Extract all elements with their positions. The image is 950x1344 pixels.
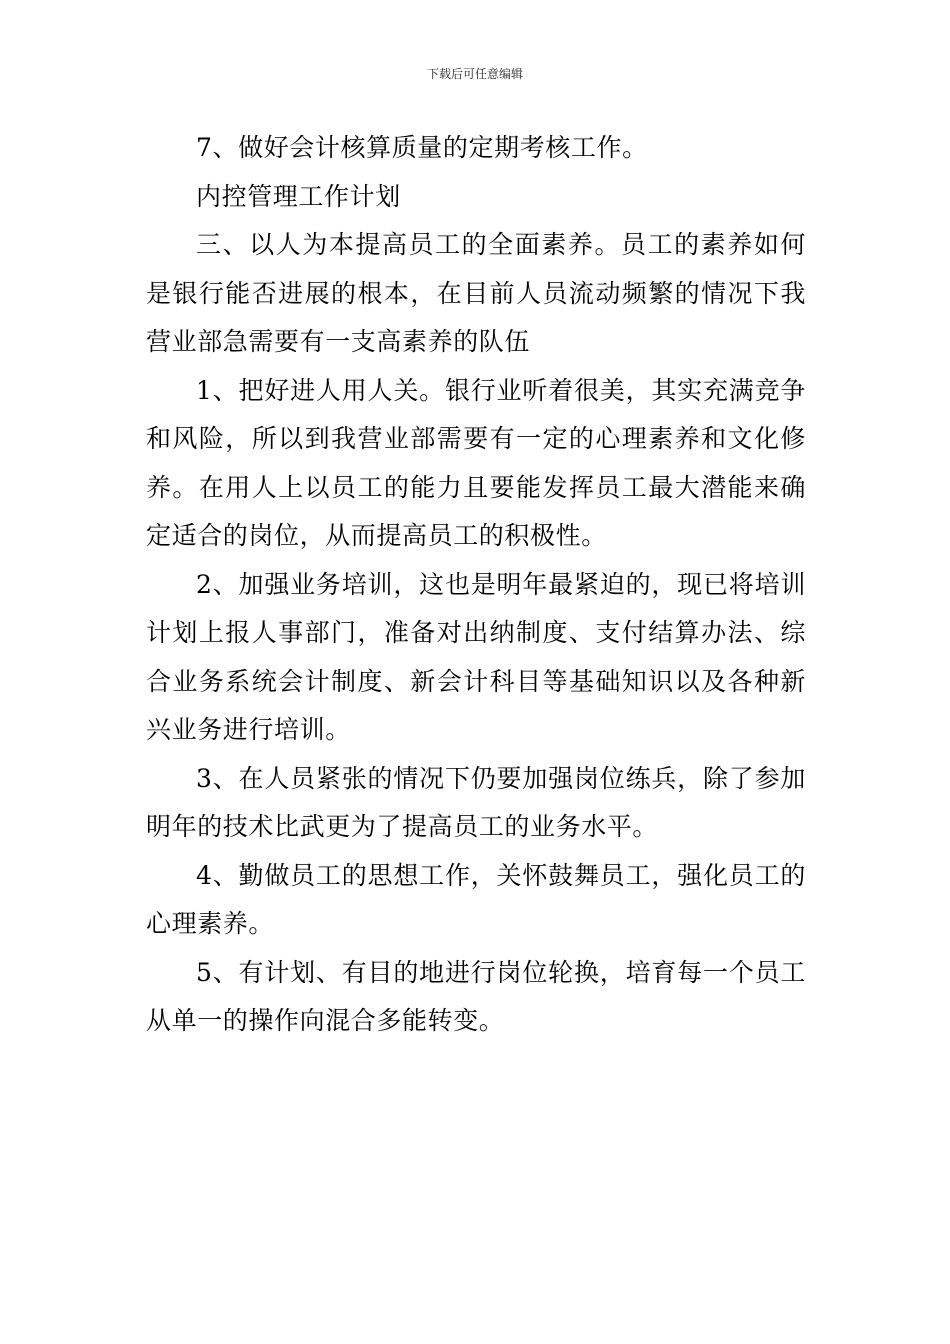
page-header: 下载后可任意编辑 (426, 67, 523, 81)
paragraph-item-2: 2、加强业务培训，这也是明年最紧迫的，现已将培训计划上报人事部门，准备对出纳制度、支付结算办法、综合业务系统会计制度、新会计科目等基础知识以及各种新兴业务进行培训。 (146, 569, 806, 744)
paragraph-item-3: 3、在人员紧张的情况下仍要加强岗位练兵，除了参加明年的技术比武更为了提高员工的业务水平。 (146, 763, 806, 841)
document-body (146, 124, 806, 1046)
paragraph-item-1: 1、把好进人用人关。银行业听着很美，其实充满竞争和风险，所以到我营业部需要有一定的心理素养和文化修养。在用人上以员工的能力且要能发挥员工最大潜能来确定适合的岗位，从而提高员工的积极性。 (146, 375, 806, 550)
paragraph-item-7: 7、做好会计核算质量的定期考核工作。 (196, 133, 648, 162)
paragraph-item-4: 4、勤做员工的思想工作，关怀鼓舞员工，强化员工的心理素养。 (146, 860, 806, 938)
section-title-internal-control: 内控管理工作计划 (196, 181, 401, 211)
paragraph-item-5: 5、有计划、有目的地进行岗位轮换，培育每一个员工从单一的操作向混合多能转变。 (146, 957, 806, 1035)
paragraph-section-three: 三、以人为本提高员工的全面素养。员工的素养如何是银行能否进展的根本，在目前人员流动频繁的情况下我营业部急需要有一支高素养的队伍 (146, 230, 806, 356)
